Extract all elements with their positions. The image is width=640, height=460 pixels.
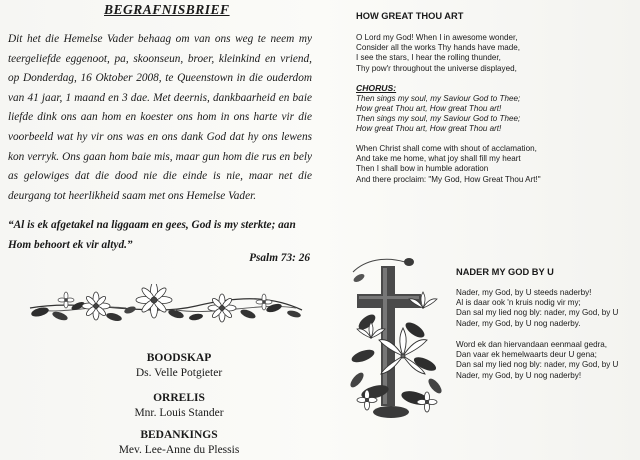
hymn-line: I see the stars, I hear the rolling thunder, xyxy=(356,53,501,63)
hymn-line: Then sings my soul, my Saviour God to Thee; xyxy=(356,93,521,103)
hymn-line: When Christ shall come with shout of acclamation, xyxy=(356,144,537,153)
hymn-line: Dan sal my lied nog bly: nader, my God, by U xyxy=(456,360,619,370)
section-name: Mnr. Louis Stander xyxy=(134,407,224,419)
hymn-chorus xyxy=(356,83,520,134)
hymn-line: Word ek dan hiervandaan eenmaal gedra, xyxy=(456,340,608,349)
hymn-line: Thy pow'r throughout the universe displayed, xyxy=(356,63,517,73)
section-name: Mev. Lee-Anne du Plessis xyxy=(118,444,240,456)
hymn-line: Nader, my God, by U nog naderby. xyxy=(456,318,581,328)
section-thanks xyxy=(74,428,284,458)
hymn-verse xyxy=(356,33,520,74)
hymn-line: Then I shall bow in humble adoration xyxy=(356,164,489,174)
obituary-paragraph: Dit het die Hemelse Vader behaag om van ons weg te neem my teergeliefde eggenoot, pa, skoonseun, broer, kleinkind en vriend, op Donderdag, 16 Oktober 2008, te Queenstown in die ouderdom van 41 jaar, 1 maand en 3 dae. Met deernis, dankbaarheid en baie liefde dink ons aan hom en koester ons hom in ons harte vir die voorbeeld wat hy vir ons was en ons dank God dat hy ons lewens kon verryk. Ons gaan hom baie mis, maar gun hom die rus en bely as gelowiges dat die dood nie die einde is nie, maar net die deurgang tot heerlikheid saam met ons Hemelse Vader. xyxy=(8,33,312,202)
hymn-verse xyxy=(456,288,618,329)
hymn-verse xyxy=(356,144,541,185)
hymn-line: Al is daar ook 'n kruis nodig vir my; xyxy=(456,298,581,308)
hymn-line: Then sings my soul, my Saviour God to Thee; xyxy=(356,114,521,123)
page-title: BEGRAFNISBRIEF xyxy=(104,2,230,17)
hymn-line: And there proclaim: "My God, How Great Thou Art!" xyxy=(356,174,541,184)
section-message xyxy=(74,351,284,381)
section-heading: ORRELIS xyxy=(153,392,205,404)
left-column xyxy=(4,0,322,460)
section-heading: BEDANKINGS xyxy=(140,429,218,441)
section-organist xyxy=(74,391,284,421)
scripture-quote: “Al is ek afgetakel na liggaam en gees, God is my sterkte; aan Hom behoort ek vir altyd.” xyxy=(8,219,296,251)
hymn-line: Nader, my God, by U steeds naderby! xyxy=(456,288,592,297)
floral-divider-icon xyxy=(26,284,306,328)
right-column xyxy=(345,0,640,460)
hymn-title: NADER MY GOD BY U xyxy=(456,267,554,277)
chorus-label: CHORUS: xyxy=(356,83,397,93)
hymn-line: Dan vaar ek hemelwaarts deur U gena; xyxy=(456,350,597,360)
hymn-line: Nader, my God, by U nog naderby! xyxy=(456,370,582,380)
hymn-verse xyxy=(456,340,618,381)
hymn-line: Dan sal my lied nog bly: nader, my God, by U xyxy=(456,308,619,318)
section-name: Ds. Velle Potgieter xyxy=(135,367,223,379)
scripture-reference: Psalm 73: 26 xyxy=(249,252,310,264)
hymn-line: Consider all the works Thy hands have made, xyxy=(356,43,521,53)
hymn-title: HOW GREAT THOU ART xyxy=(356,11,464,21)
cross-with-lilies-icon xyxy=(345,252,445,424)
hymn-line: How great Thou art, How great Thou art! xyxy=(356,124,502,134)
section-heading: BOODSKAP xyxy=(146,352,212,364)
hymn-line: O Lord my God! When I in awesome wonder, xyxy=(356,33,518,42)
hymn-line: How great Thou art, How great Thou art! xyxy=(356,103,502,113)
hymn-line: And take me home, what joy shall fill my heart xyxy=(356,154,521,164)
